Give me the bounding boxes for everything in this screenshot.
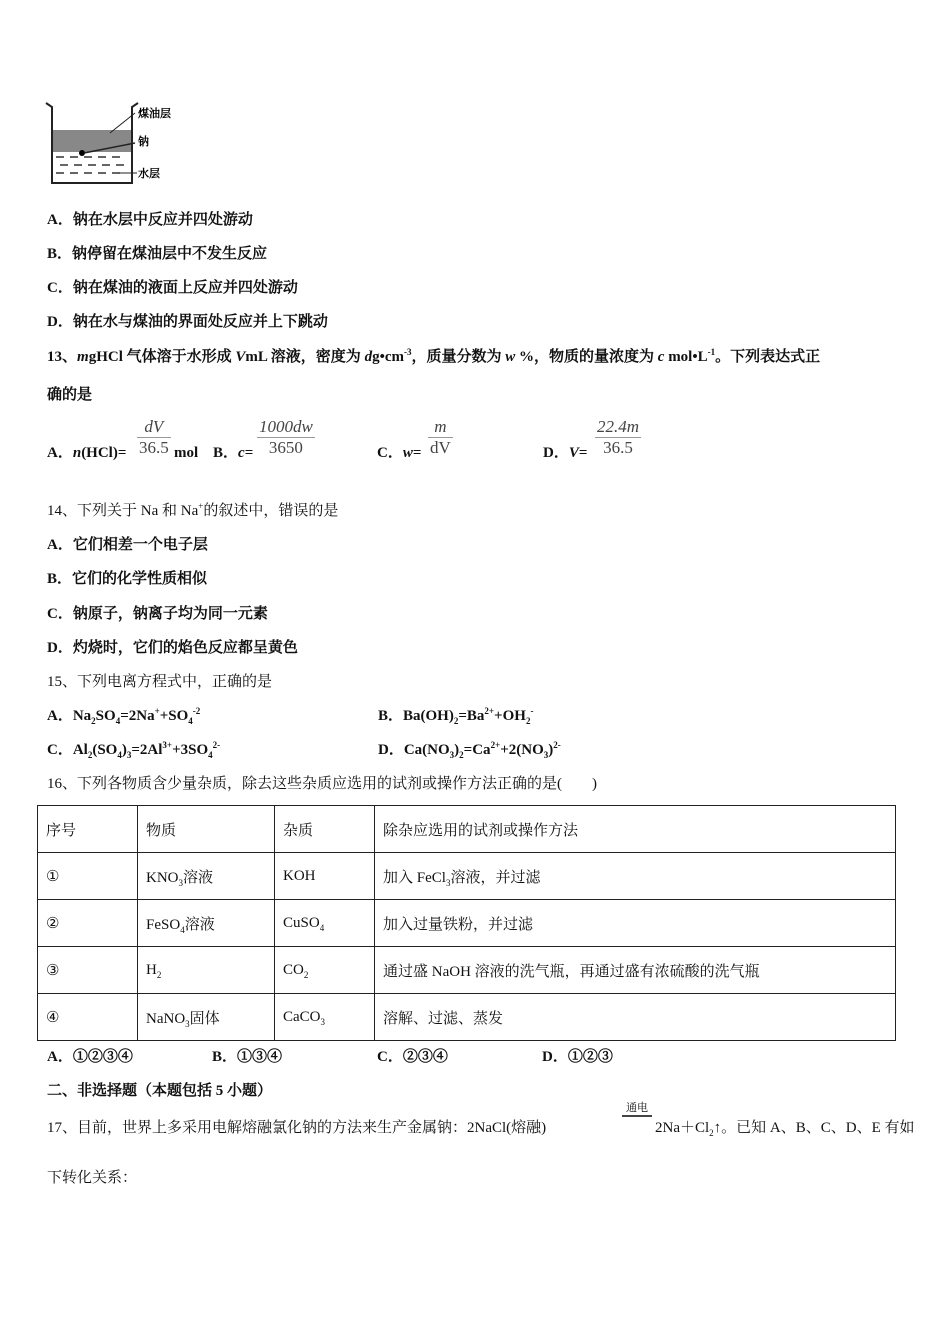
text-segment: A．①②③④ xyxy=(47,1049,133,1065)
text-segment: C．Al xyxy=(47,742,88,758)
subscript: 3 xyxy=(185,1018,190,1029)
text-segment: ，质量分数为 xyxy=(411,349,506,365)
subscript: 3 xyxy=(320,1016,325,1027)
beaker-figure xyxy=(40,95,180,190)
numerator: m xyxy=(434,417,447,436)
superscript: + xyxy=(198,501,204,511)
table-cell xyxy=(275,994,375,1041)
text-segment: ③ xyxy=(46,962,60,979)
subscript: 4 xyxy=(117,750,122,760)
q14-option-b xyxy=(47,569,207,589)
table-cell xyxy=(38,900,138,947)
option-prefix: D． xyxy=(543,445,569,461)
q14-option-a xyxy=(47,535,208,555)
option-prefix: A． xyxy=(47,445,73,461)
q16-table xyxy=(37,805,896,1041)
text-segment: d xyxy=(364,349,373,365)
text-segment: CuSO xyxy=(283,914,320,931)
subscript: 4 xyxy=(188,716,193,726)
q16-option-d xyxy=(542,1047,613,1067)
text-segment: +2(NO xyxy=(500,742,544,758)
text-segment: ) xyxy=(454,742,460,758)
text-segment: KNO xyxy=(146,869,179,886)
denominator: 36.5 xyxy=(595,437,641,458)
q13-stem-cont xyxy=(47,385,92,405)
text-segment: (SO xyxy=(92,742,118,758)
q12-option-d xyxy=(47,312,328,332)
q12-option-c xyxy=(47,278,298,298)
table-row xyxy=(38,900,896,947)
text-segment: =Ca xyxy=(463,742,491,758)
subscript: 3 xyxy=(543,750,549,760)
text-segment: 。下列表达式正 xyxy=(715,349,821,365)
subscript: 3 xyxy=(178,877,183,888)
text-segment: ④ xyxy=(46,1009,60,1026)
subscript: 2 xyxy=(525,716,531,726)
table-cell xyxy=(38,853,138,900)
variable: V xyxy=(568,445,579,461)
q15-option-d xyxy=(378,740,561,760)
table-cell xyxy=(375,853,896,900)
q16-option-b xyxy=(212,1047,282,1067)
text-segment: NaNO xyxy=(146,1010,186,1027)
subscript: 2 xyxy=(303,969,309,980)
variable: n xyxy=(72,445,82,461)
text-segment: 的叙述中，错误的是 xyxy=(203,503,339,519)
text-segment: H xyxy=(146,961,157,978)
text-segment: B．①③④ xyxy=(212,1049,283,1065)
electrolysis-condition: 通电 xyxy=(622,1101,652,1117)
denominator: dV xyxy=(430,438,451,457)
text-segment: SO xyxy=(95,708,116,724)
text-segment: D．Ca(NO xyxy=(378,742,450,758)
text-segment: m xyxy=(77,349,89,365)
subscript: 4 xyxy=(208,750,213,760)
column-header: 序号 xyxy=(38,806,138,853)
text-segment: ) xyxy=(548,742,554,758)
text-segment: mol•L xyxy=(664,349,708,365)
text-segment: D．钠在水与煤油的界面处反应并上下跳动 xyxy=(47,314,328,330)
option-prefix: C． xyxy=(377,445,403,461)
text-segment: ) xyxy=(121,742,127,758)
superscript: 2+ xyxy=(490,740,501,750)
fraction xyxy=(595,417,641,458)
text-segment: 加入 FeCl xyxy=(383,869,446,886)
text-segment: 溶液 xyxy=(184,916,215,933)
option-eq: = xyxy=(244,445,254,461)
subscript: 2 xyxy=(156,969,162,980)
text-segment: D．①②③ xyxy=(542,1049,613,1065)
text-segment: ② xyxy=(46,915,60,932)
subscript: 2 xyxy=(87,750,93,760)
subscript: 2 xyxy=(459,750,464,760)
text-segment: KOH xyxy=(283,867,316,884)
text-segment: V xyxy=(235,349,246,365)
text-segment: A．Na xyxy=(47,708,92,724)
fraction xyxy=(257,417,315,458)
table-cell xyxy=(38,994,138,1041)
q15-option-c xyxy=(47,740,220,760)
q13-option-a xyxy=(47,443,126,463)
text-segment: 2Na＋Cl xyxy=(655,1120,710,1136)
q13-stem xyxy=(47,347,820,367)
text-segment: FeSO xyxy=(146,916,181,933)
text-segment: 溶液，并过滤 xyxy=(450,869,541,886)
label-sodium: 钠 xyxy=(138,136,149,148)
text-segment: mL 溶液，密度为 xyxy=(245,349,365,365)
option-prefix: B． xyxy=(213,445,239,461)
subscript: 3 xyxy=(449,750,455,760)
subscript: 4 xyxy=(115,716,121,726)
q17-stem-part1 xyxy=(47,1118,546,1138)
text-segment: A．钠在水层中反应并四处游动 xyxy=(47,212,253,228)
subscript: 2 xyxy=(709,1128,714,1138)
q13-option-b xyxy=(213,443,253,463)
column-header: 杂质 xyxy=(275,806,375,853)
superscript: 2- xyxy=(553,740,561,750)
q12-option-b xyxy=(47,244,267,264)
text-segment: 16、下列各物质含少量杂质，除去这些杂质应选用的试剂或操作方法正确的是( ) xyxy=(47,776,597,792)
text-segment: 溶解、过滤、蒸发 xyxy=(383,1010,504,1027)
q16-option-a xyxy=(47,1047,133,1067)
text-segment: 确的是 xyxy=(47,387,93,403)
table-cell xyxy=(275,853,375,900)
q13-option-d xyxy=(543,443,587,463)
variable: w xyxy=(402,445,413,461)
q13-option-c xyxy=(377,443,421,463)
table-row xyxy=(38,994,896,1041)
option-eq: (HCl)= xyxy=(81,445,127,461)
text-segment: gHCl 气体溶于水形成 xyxy=(88,349,236,365)
unit-label: mol xyxy=(174,445,199,461)
table-cell xyxy=(138,994,275,1041)
table-header-row xyxy=(38,806,896,853)
column-header: 物质 xyxy=(138,806,275,853)
numerator: 1000dw xyxy=(259,417,313,436)
text-segment: C．钠在煤油的液面上反应并四处游动 xyxy=(47,280,298,296)
text-segment: B．它们的化学性质相似 xyxy=(47,571,208,587)
text-segment: %，物质的量浓度为 xyxy=(515,349,658,365)
q15-stem xyxy=(47,672,272,692)
text-segment: 14、下列关于 Na 和 Na xyxy=(47,503,199,519)
text-segment: 加入过量铁粉，并过滤 xyxy=(383,916,534,933)
subscript: 2 xyxy=(91,716,96,726)
table-cell xyxy=(375,994,896,1041)
table-cell xyxy=(138,947,275,994)
table-row xyxy=(38,853,896,900)
superscript: -1 xyxy=(707,347,716,357)
q14-option-d xyxy=(47,638,298,658)
text-segment: 通过盛 NaOH 溶液的洗气瓶，再通过盛有浓硫酸的洗气瓶 xyxy=(383,963,760,980)
text-segment: A．它们相差一个电子层 xyxy=(47,537,208,553)
denominator: 36.5 xyxy=(139,438,169,457)
q17-stem-cont xyxy=(47,1168,137,1188)
text-segment: 固体 xyxy=(189,1010,220,1027)
fraction xyxy=(428,417,453,458)
table-row xyxy=(38,947,896,994)
superscript: 3+ xyxy=(162,740,173,750)
numerator: 22.4m xyxy=(597,417,640,436)
label-kerosene-layer: 煤油层 xyxy=(138,108,171,120)
subscript: 4 xyxy=(180,924,185,935)
text-segment: 二、非选择题（本题包括 5 小题） xyxy=(47,1083,273,1099)
table-cell xyxy=(138,900,275,947)
text-segment: 15、下列电离方程式中，正确的是 xyxy=(47,674,273,690)
text-segment: +3SO xyxy=(172,742,209,758)
denominator: 3650 xyxy=(257,437,315,458)
superscript: 2- xyxy=(212,740,221,750)
text-segment: c xyxy=(657,349,665,365)
table-cell xyxy=(275,947,375,994)
q15-option-a xyxy=(47,706,200,726)
fraction xyxy=(137,417,171,458)
text-segment: ↑。已知 A、B、C、D、E 有如 xyxy=(713,1120,915,1136)
table-cell xyxy=(138,853,275,900)
text-segment: CO xyxy=(283,961,304,978)
subscript: 4 xyxy=(319,922,325,933)
text-segment: B．钠停留在煤油层中不发生反应 xyxy=(47,246,268,262)
text-segment: g•cm xyxy=(372,349,404,365)
q15-option-b xyxy=(378,706,533,726)
text-segment: =2Na xyxy=(120,708,155,724)
text-segment: B．Ba(OH) xyxy=(378,708,454,724)
text-segment: ① xyxy=(46,868,60,885)
q12-option-a xyxy=(47,210,253,230)
superscript: - xyxy=(530,706,534,716)
subscript: 3 xyxy=(126,750,132,760)
label-water-layer: 水层 xyxy=(138,168,160,180)
text-segment: C．钠原子，钠离子均为同一元素 xyxy=(47,606,268,622)
option-eq: = xyxy=(412,445,422,461)
section-heading xyxy=(47,1081,272,1101)
text-segment: =2Al xyxy=(131,742,163,758)
q14-stem xyxy=(47,501,338,521)
text-segment: 溶液 xyxy=(183,869,214,886)
table-cell xyxy=(375,947,896,994)
text-segment: =Ba xyxy=(458,708,485,724)
variable: c xyxy=(238,445,245,461)
text-segment: 下转化关系： xyxy=(47,1170,138,1186)
superscript: -2 xyxy=(192,706,201,716)
text-segment: CaCO xyxy=(283,1008,321,1025)
text-segment: 17、目前，世界上多采用电解熔融氯化钠的方法来生产金属钠：2NaCl(熔融) xyxy=(47,1120,547,1136)
q16-option-c xyxy=(377,1047,448,1067)
column-header: 除杂应选用的试剂或操作方法 xyxy=(375,806,896,853)
subscript: 2 xyxy=(453,716,459,726)
superscript: 2+ xyxy=(484,706,495,716)
q14-option-c xyxy=(47,604,268,624)
text-segment: C．②③④ xyxy=(377,1049,448,1065)
superscript: -3 xyxy=(403,347,412,357)
text-segment: D．灼烧时，它们的焰色反应都呈黄色 xyxy=(47,640,298,656)
q17-stem-part2 xyxy=(655,1118,915,1138)
text-segment: +SO xyxy=(159,708,189,724)
text-segment: 13、 xyxy=(47,349,78,365)
table-cell xyxy=(275,900,375,947)
option-eq: = xyxy=(578,445,588,461)
text-segment: +OH xyxy=(494,708,526,724)
subscript: 3 xyxy=(445,877,451,888)
superscript: + xyxy=(154,706,160,716)
text-segment: w xyxy=(505,349,516,365)
table-cell xyxy=(375,900,896,947)
q16-stem xyxy=(47,774,597,794)
table-cell xyxy=(38,947,138,994)
numerator: dV xyxy=(144,417,164,436)
